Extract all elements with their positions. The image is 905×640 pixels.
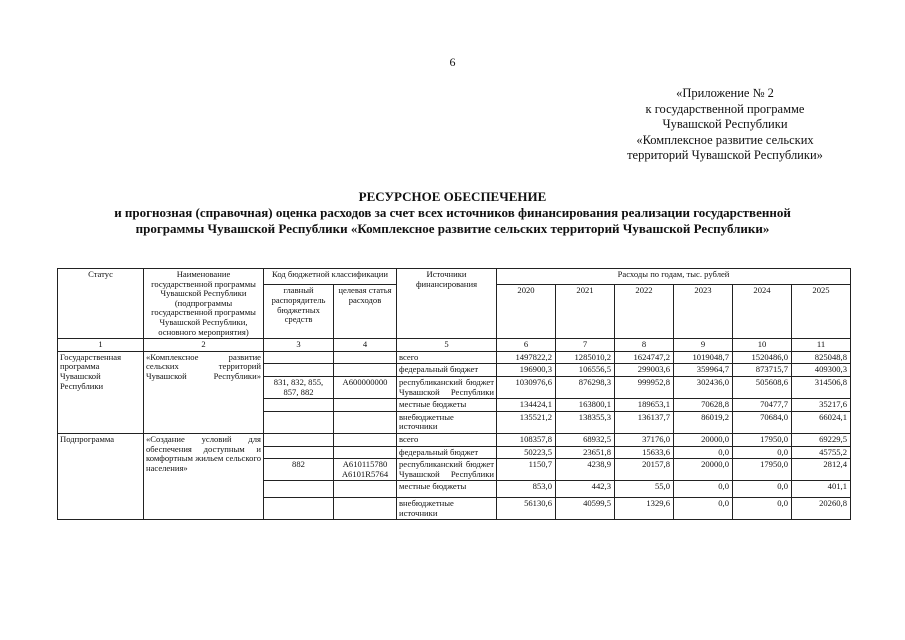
header-row (58, 269, 851, 285)
value-cell: 442,3 (556, 481, 615, 498)
header-status: Статус (58, 269, 144, 339)
value-cell: 20000,0 (674, 459, 733, 481)
value-cell: 189653,1 (615, 399, 674, 412)
value-cell: 69229,5 (792, 433, 851, 446)
value-cell: 1285010,2 (556, 351, 615, 364)
name-cell: «Создание условий для обеспечения доступным и комфортным жильем сельского населения» (144, 433, 264, 520)
value-cell: 108357,8 (497, 433, 556, 446)
main-manager-cell (264, 364, 334, 377)
value-cell: 134424,1 (497, 399, 556, 412)
main-manager-cell: 831, 832, 855, 857, 882 (264, 376, 334, 398)
value-cell: 873715,7 (733, 364, 792, 377)
value-cell: 1030976,6 (497, 376, 556, 398)
appendix-line: к государственной программе (645, 101, 805, 116)
value-cell: 1150,7 (497, 459, 556, 481)
value-cell: 163800,1 (556, 399, 615, 412)
column-number-row (58, 339, 851, 352)
table-row (58, 351, 851, 364)
column-number: 10 (733, 339, 792, 352)
header-budget-code: Код бюджетной классификации (264, 269, 397, 285)
resource-table (57, 268, 851, 520)
value-cell: 1329,6 (615, 498, 674, 520)
value-cell: 409300,3 (792, 364, 851, 377)
target-article-cell: А600000000 (334, 376, 397, 398)
main-manager-cell (264, 399, 334, 412)
title-line-1: РЕСУРСНОЕ ОБЕСПЕЧЕНИЕ (358, 189, 547, 204)
header-year: 2020 (497, 285, 556, 339)
column-number: 8 (615, 339, 674, 352)
value-cell: 0,0 (674, 446, 733, 459)
target-article-cell (334, 446, 397, 459)
value-cell: 876298,3 (556, 376, 615, 398)
value-cell: 45755,2 (792, 446, 851, 459)
header-main-manager: главный распорядитель бюджетных средств (264, 285, 334, 339)
source-cell: всего (397, 351, 497, 364)
target-article-cell (334, 411, 397, 433)
value-cell: 17950,0 (733, 459, 792, 481)
source-cell: федеральный бюджет (397, 446, 497, 459)
value-cell: 299003,6 (615, 364, 674, 377)
value-cell: 314506,8 (792, 376, 851, 398)
appendix-line: «Приложение № 2 (676, 86, 774, 100)
value-cell: 35217,6 (792, 399, 851, 412)
value-cell: 505608,6 (733, 376, 792, 398)
target-article-cell: А610115780 А6101R5764 (334, 459, 397, 481)
target-article-cell (334, 364, 397, 377)
value-cell: 66024,1 (792, 411, 851, 433)
value-cell: 196900,3 (497, 364, 556, 377)
target-article-cell (334, 399, 397, 412)
value-cell: 70684,0 (733, 411, 792, 433)
value-cell: 20260,8 (792, 498, 851, 520)
target-article-cell (334, 351, 397, 364)
page-number: 6 (449, 55, 456, 69)
value-cell: 302436,0 (674, 376, 733, 398)
value-cell: 0,0 (733, 498, 792, 520)
value-cell: 55,0 (615, 481, 674, 498)
value-cell: 86019,2 (674, 411, 733, 433)
main-manager-cell (264, 351, 334, 364)
appendix-caption (600, 86, 850, 164)
status-cell: Подпрограмма (58, 433, 144, 520)
value-cell: 56130,6 (497, 498, 556, 520)
header-year: 2022 (615, 285, 674, 339)
main-manager-cell (264, 411, 334, 433)
appendix-line: «Комплексное развитие сельских (636, 132, 814, 147)
value-cell: 135521,2 (497, 411, 556, 433)
value-cell: 1019048,7 (674, 351, 733, 364)
value-cell: 0,0 (674, 498, 733, 520)
column-number: 3 (264, 339, 334, 352)
value-cell: 0,0 (674, 481, 733, 498)
column-number: 1 (58, 339, 144, 352)
source-cell: внебюджетные источники (397, 498, 497, 520)
value-cell: 0,0 (733, 446, 792, 459)
value-cell: 1497822,2 (497, 351, 556, 364)
value-cell: 136137,7 (615, 411, 674, 433)
source-cell: местные бюджеты (397, 399, 497, 412)
value-cell: 70628,8 (674, 399, 733, 412)
value-cell: 37176,0 (615, 433, 674, 446)
source-cell: республиканский бюджет Чувашской Республики (397, 459, 497, 481)
main-manager-cell (264, 481, 334, 498)
table-row (58, 433, 851, 446)
status-cell: Государственная программа Чувашской Республики (58, 351, 144, 433)
value-cell: 68932,5 (556, 433, 615, 446)
value-cell: 20000,0 (674, 433, 733, 446)
value-cell: 70477,7 (733, 399, 792, 412)
column-number: 5 (397, 339, 497, 352)
source-cell: федеральный бюджет (397, 364, 497, 377)
value-cell: 23651,8 (556, 446, 615, 459)
target-article-cell (334, 433, 397, 446)
value-cell: 359964,7 (674, 364, 733, 377)
value-cell: 40599,5 (556, 498, 615, 520)
column-number: 9 (674, 339, 733, 352)
source-cell: всего (397, 433, 497, 446)
column-number: 6 (497, 339, 556, 352)
value-cell: 106556,5 (556, 364, 615, 377)
header-year: 2025 (792, 285, 851, 339)
main-manager-cell (264, 446, 334, 459)
value-cell: 138355,3 (556, 411, 615, 433)
value-cell: 0,0 (733, 481, 792, 498)
column-number: 2 (144, 339, 264, 352)
value-cell: 853,0 (497, 481, 556, 498)
column-number: 4 (334, 339, 397, 352)
main-manager-cell: 882 (264, 459, 334, 481)
value-cell: 401,1 (792, 481, 851, 498)
column-number: 7 (556, 339, 615, 352)
value-cell: 20157,8 (615, 459, 674, 481)
header-sources: Источники финансирования (397, 269, 497, 339)
source-cell: местные бюджеты (397, 481, 497, 498)
name-cell: «Комплексное развитие сельских территорий Чувашской Республики» (144, 351, 264, 433)
value-cell: 15633,6 (615, 446, 674, 459)
main-manager-cell (264, 498, 334, 520)
value-cell: 1624747,2 (615, 351, 674, 364)
header-year: 2023 (674, 285, 733, 339)
target-article-cell (334, 498, 397, 520)
header-expenses: Расходы по годам, тыс. рублей (497, 269, 851, 285)
source-cell: республиканский бюджет Чувашской Республики (397, 376, 497, 398)
main-manager-cell (264, 433, 334, 446)
appendix-line: территорий Чувашской Республики» (627, 148, 823, 162)
title-line-3: программы Чувашской Республики «Комплексное развитие сельских территорий Чувашской Республики» (135, 221, 770, 236)
target-article-cell (334, 481, 397, 498)
appendix-line: Чувашской Республики (662, 117, 788, 131)
column-number: 11 (792, 339, 851, 352)
value-cell: 50223,5 (497, 446, 556, 459)
value-cell: 825048,8 (792, 351, 851, 364)
header-name: Наименование государственной программы Чувашской Республики (подпрограммы государственной программы Чувашской Республики, основного мероприятия) (144, 269, 264, 339)
document-title (40, 189, 865, 237)
header-year: 2024 (733, 285, 792, 339)
value-cell: 999952,8 (615, 376, 674, 398)
title-line-2: и прогнозная (справочная) оценка расходов за счет всех источников финансирования реализации государственной (114, 205, 791, 220)
value-cell: 17950,0 (733, 433, 792, 446)
value-cell: 1520486,0 (733, 351, 792, 364)
header-year: 2021 (556, 285, 615, 339)
source-cell: внебюджетные источники (397, 411, 497, 433)
value-cell: 2812,4 (792, 459, 851, 481)
value-cell: 4238,9 (556, 459, 615, 481)
header-target-article: целевая статья расходов (334, 285, 397, 339)
